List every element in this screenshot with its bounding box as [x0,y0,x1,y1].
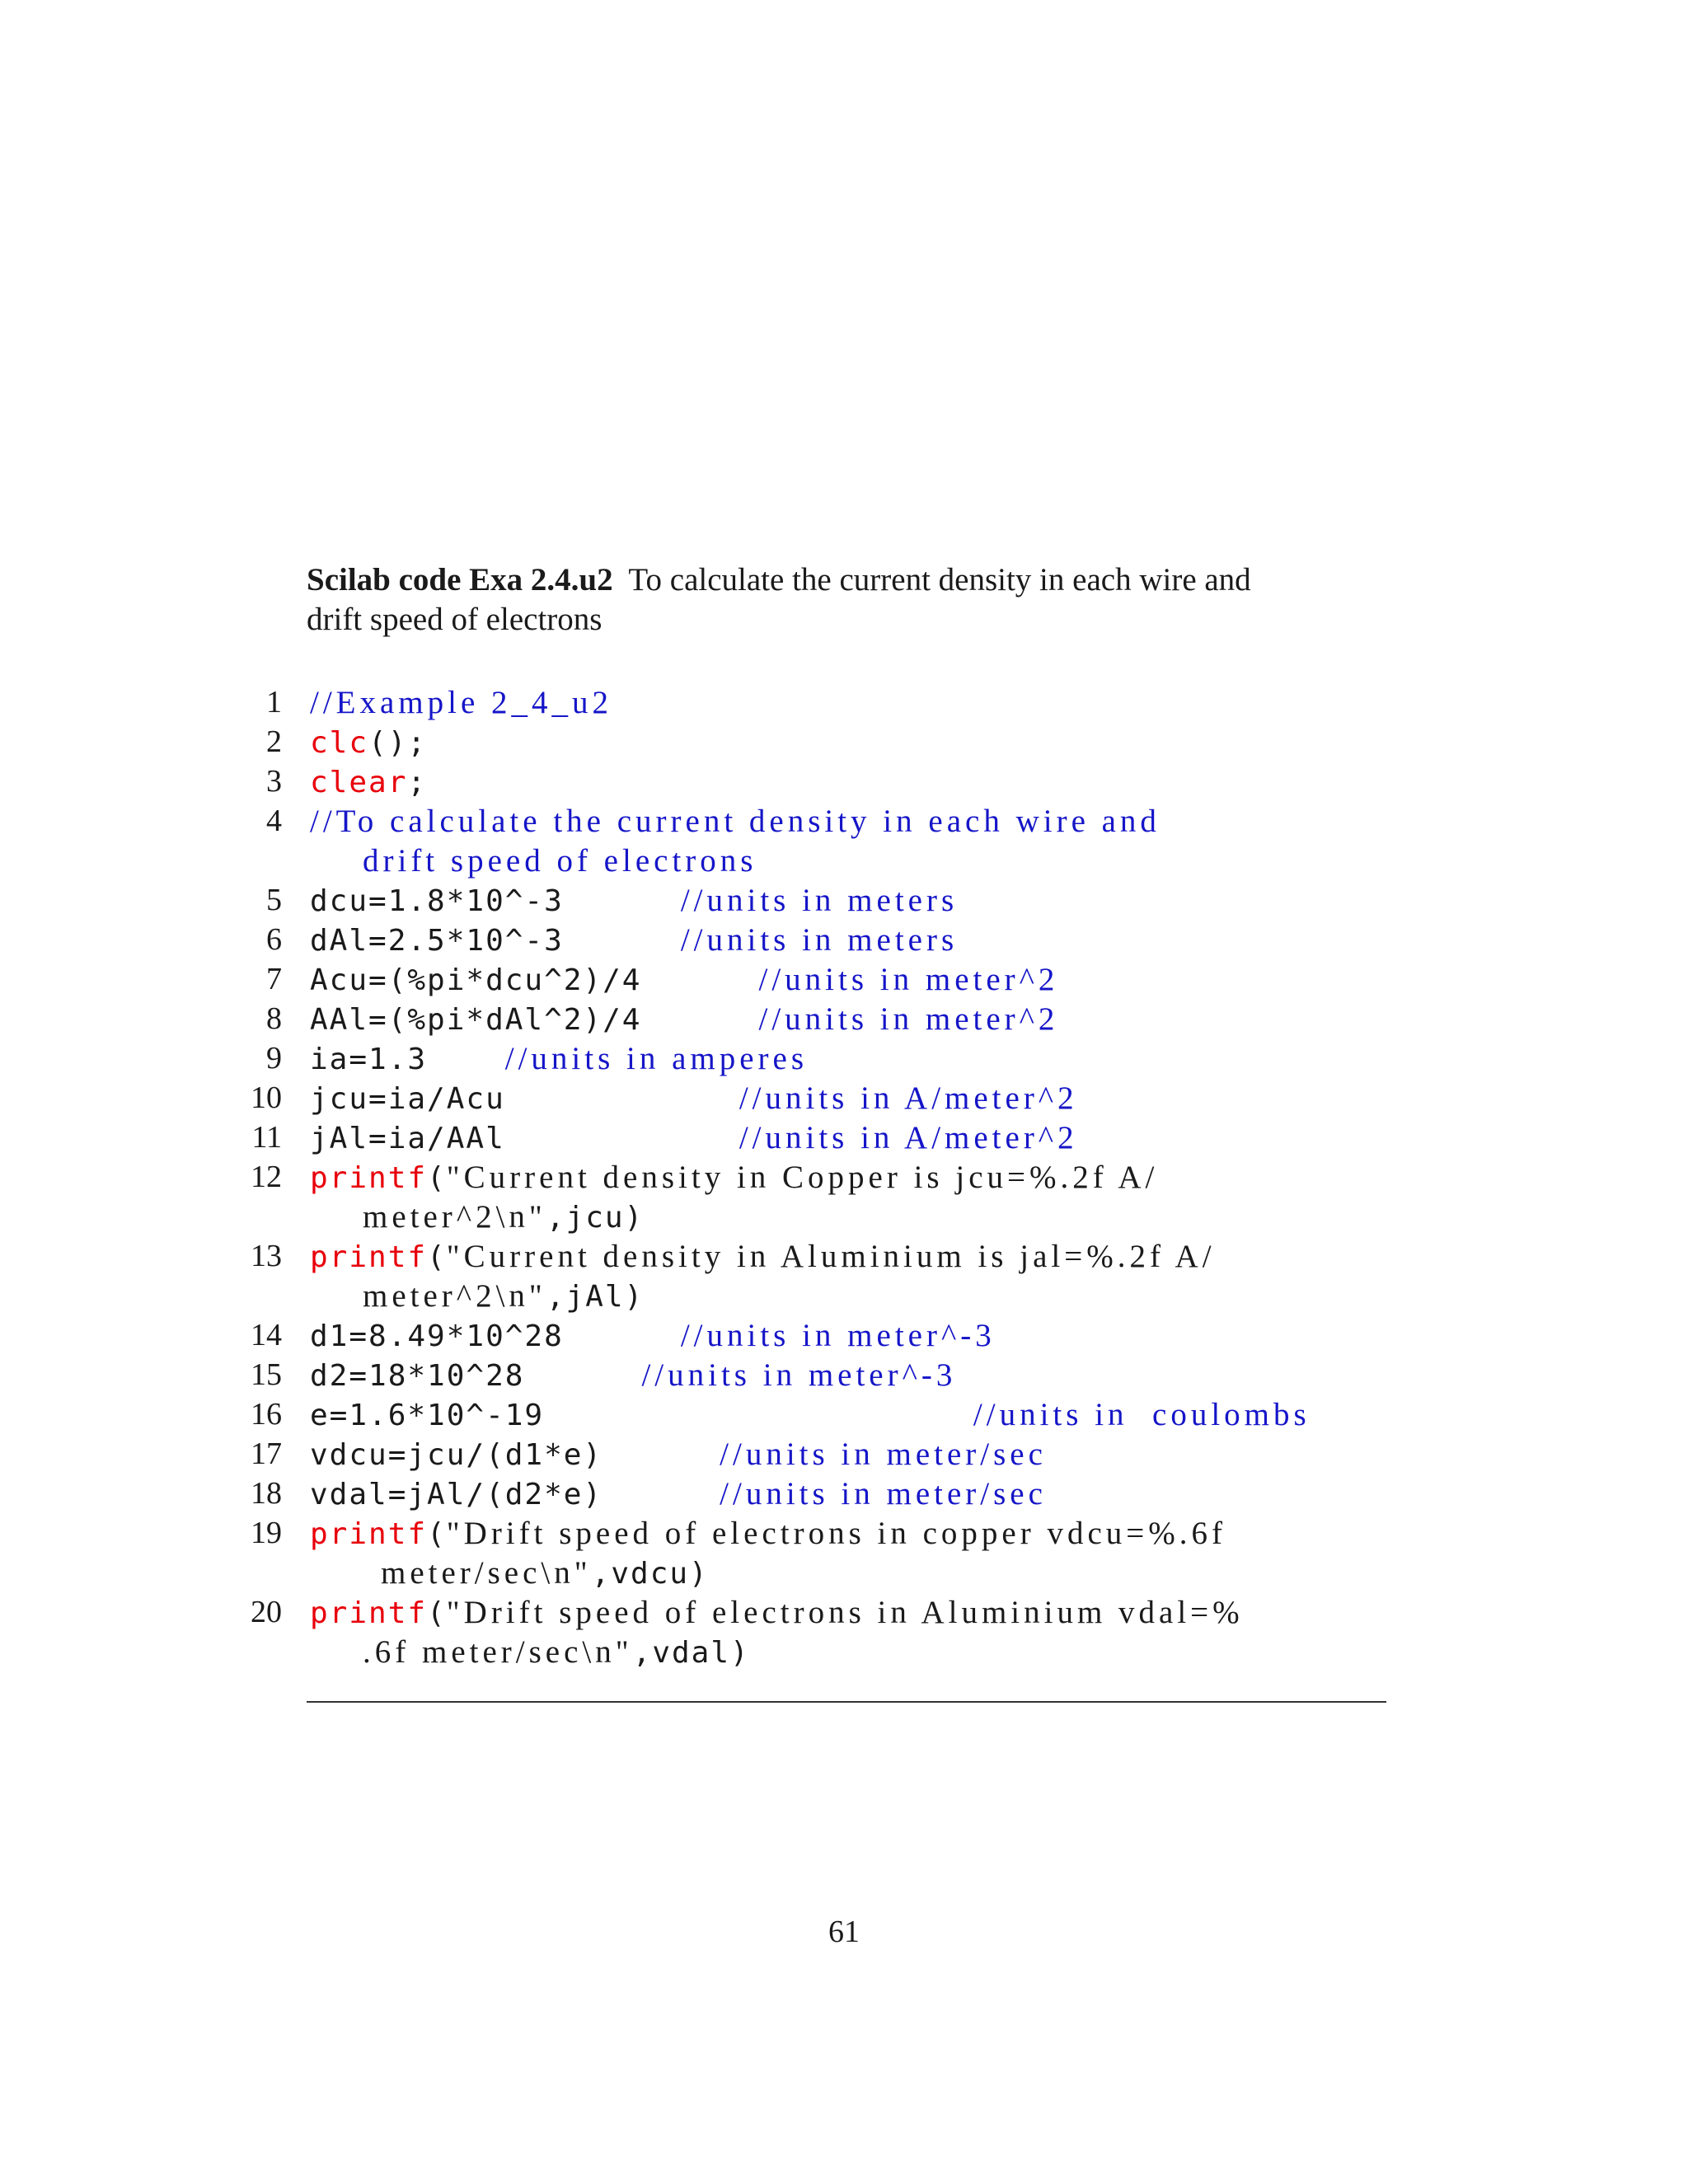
code-text: d1=8.49*10^28 [310,1319,681,1353]
line-number: 10 [251,1080,282,1115]
code-line-continuation [381,1553,709,1592]
line-number: 3 [266,764,282,799]
code-keyword: clear [310,766,408,799]
code-line-continuation [363,1276,644,1315]
code-line [310,959,1058,999]
example-title-line-2: drift speed of electrons [307,602,603,637]
example-label: Scilab code Exa 2.4.u2 [307,562,613,598]
code-string: "Current density in Aluminium is jal=%.2f A/ [446,1239,1216,1274]
line-number: 9 [266,1041,282,1076]
code-line-continuation [363,1632,750,1671]
code-line [310,1592,1244,1632]
code-line [310,1078,1078,1118]
code-line [310,999,1058,1038]
code-text: ( [427,1517,447,1551]
code-text: vdal=jAl/(d2*e) [310,1478,720,1511]
line-number: 11 [251,1120,282,1155]
code-comment: //units in meter^-3 [641,1357,957,1393]
code-string: meter^2\n" [363,1199,546,1235]
code-string: "Drift speed of electrons in Aluminium vdal=% [446,1595,1244,1630]
line-number: 12 [251,1160,282,1194]
code-text: (); [368,726,428,760]
line-number: 18 [251,1476,282,1511]
code-text: jAl=ia/AAl [310,1122,739,1155]
code-line [310,801,1160,841]
line-number: 4 [266,804,282,838]
code-line [310,1434,1047,1474]
listing-divider [307,1701,1386,1703]
code-string: meter/sec\n" [381,1555,592,1591]
line-number: 16 [251,1397,282,1432]
code-text: dAl=2.5*10^-3 [310,924,681,958]
code-line [310,682,612,722]
line-number: 2 [266,724,282,759]
code-line [310,1474,1047,1513]
code-comment: //units in A/meter^2 [738,1080,1078,1116]
line-number: 15 [251,1357,282,1392]
code-text: dcu=1.8*10^-3 [310,884,681,918]
example-heading [307,560,1386,640]
code-string: meter^2\n" [363,1278,546,1314]
code-comment: //units in A/meter^2 [738,1120,1078,1155]
code-text: e=1.6*10^-19 [310,1399,973,1432]
line-number: 13 [251,1239,282,1273]
line-number: 14 [251,1318,282,1352]
line-number: 1 [266,685,282,719]
code-text: ,jAl) [546,1280,645,1314]
code-text: AAl=(%pi*dAl^2)/4 [310,1003,759,1037]
code-text: vdcu=jcu/(d1*e) [310,1438,720,1472]
code-text: ,vdal) [632,1636,750,1670]
code-line [310,920,958,959]
code-line [310,1038,808,1078]
line-number: 8 [266,1001,282,1036]
code-comment: //Example 2_4_u2 [310,685,613,720]
code-text: ( [427,1596,447,1630]
code-line [310,1236,1216,1276]
line-number: 5 [266,883,282,917]
code-line [310,762,427,801]
line-number: 17 [251,1436,282,1471]
code-text: Acu=(%pi*dcu^2)/4 [310,963,759,997]
code-string: "Current density in Copper is jcu=%.2f A/ [446,1160,1159,1195]
code-comment: //units in meter/sec [720,1436,1047,1472]
code-line [310,1355,956,1394]
code-keyword: printf [310,1240,428,1274]
code-comment: //units in amperes [504,1041,809,1076]
line-number: 19 [251,1516,282,1550]
code-comment: drift speed of electrons [363,843,757,879]
code-comment: //units in coulombs [973,1397,1311,1432]
code-text: ,vdcu) [591,1557,709,1591]
code-comment: //units in meters [680,922,959,958]
code-text: ,jcu) [546,1201,645,1235]
code-keyword: printf [310,1517,428,1551]
code-text: ( [427,1161,447,1195]
code-text: ( [427,1240,447,1274]
code-string: .6f meter/sec\n" [363,1634,633,1670]
line-number: 20 [251,1595,282,1629]
code-string: "Drift speed of electrons in copper vdcu=%.6f [446,1516,1226,1551]
code-comment: //units in meter^-3 [680,1318,996,1353]
code-keyword: printf [310,1161,428,1195]
code-text: d2=18*10^28 [310,1359,642,1393]
code-comment: //units in meter^2 [758,1001,1059,1037]
code-line [310,1118,1078,1157]
page-number: 61 [828,1915,860,1949]
line-number: 7 [266,962,282,996]
code-line [310,722,427,762]
code-text: ia=1.3 [310,1043,505,1076]
code-comment: //units in meters [680,883,959,918]
code-comment: //To calculate the current density in each wire and [310,804,1160,839]
code-text: jcu=ia/Acu [310,1082,739,1116]
code-line [310,1394,1311,1434]
code-keyword: printf [310,1596,428,1630]
code-line [310,880,958,920]
code-line [310,1157,1158,1197]
code-line [310,1513,1226,1553]
code-keyword: clc [310,726,369,760]
code-comment: //units in meter^2 [758,962,1059,997]
code-line-continuation [363,1197,644,1236]
line-number: 6 [266,922,282,957]
code-comment: //units in meter/sec [720,1476,1047,1511]
code-line [310,1315,996,1355]
code-line-continuation [363,841,757,880]
example-title-line-1: To calculate the current density in each wire and [628,562,1251,598]
code-text: ; [407,766,428,799]
